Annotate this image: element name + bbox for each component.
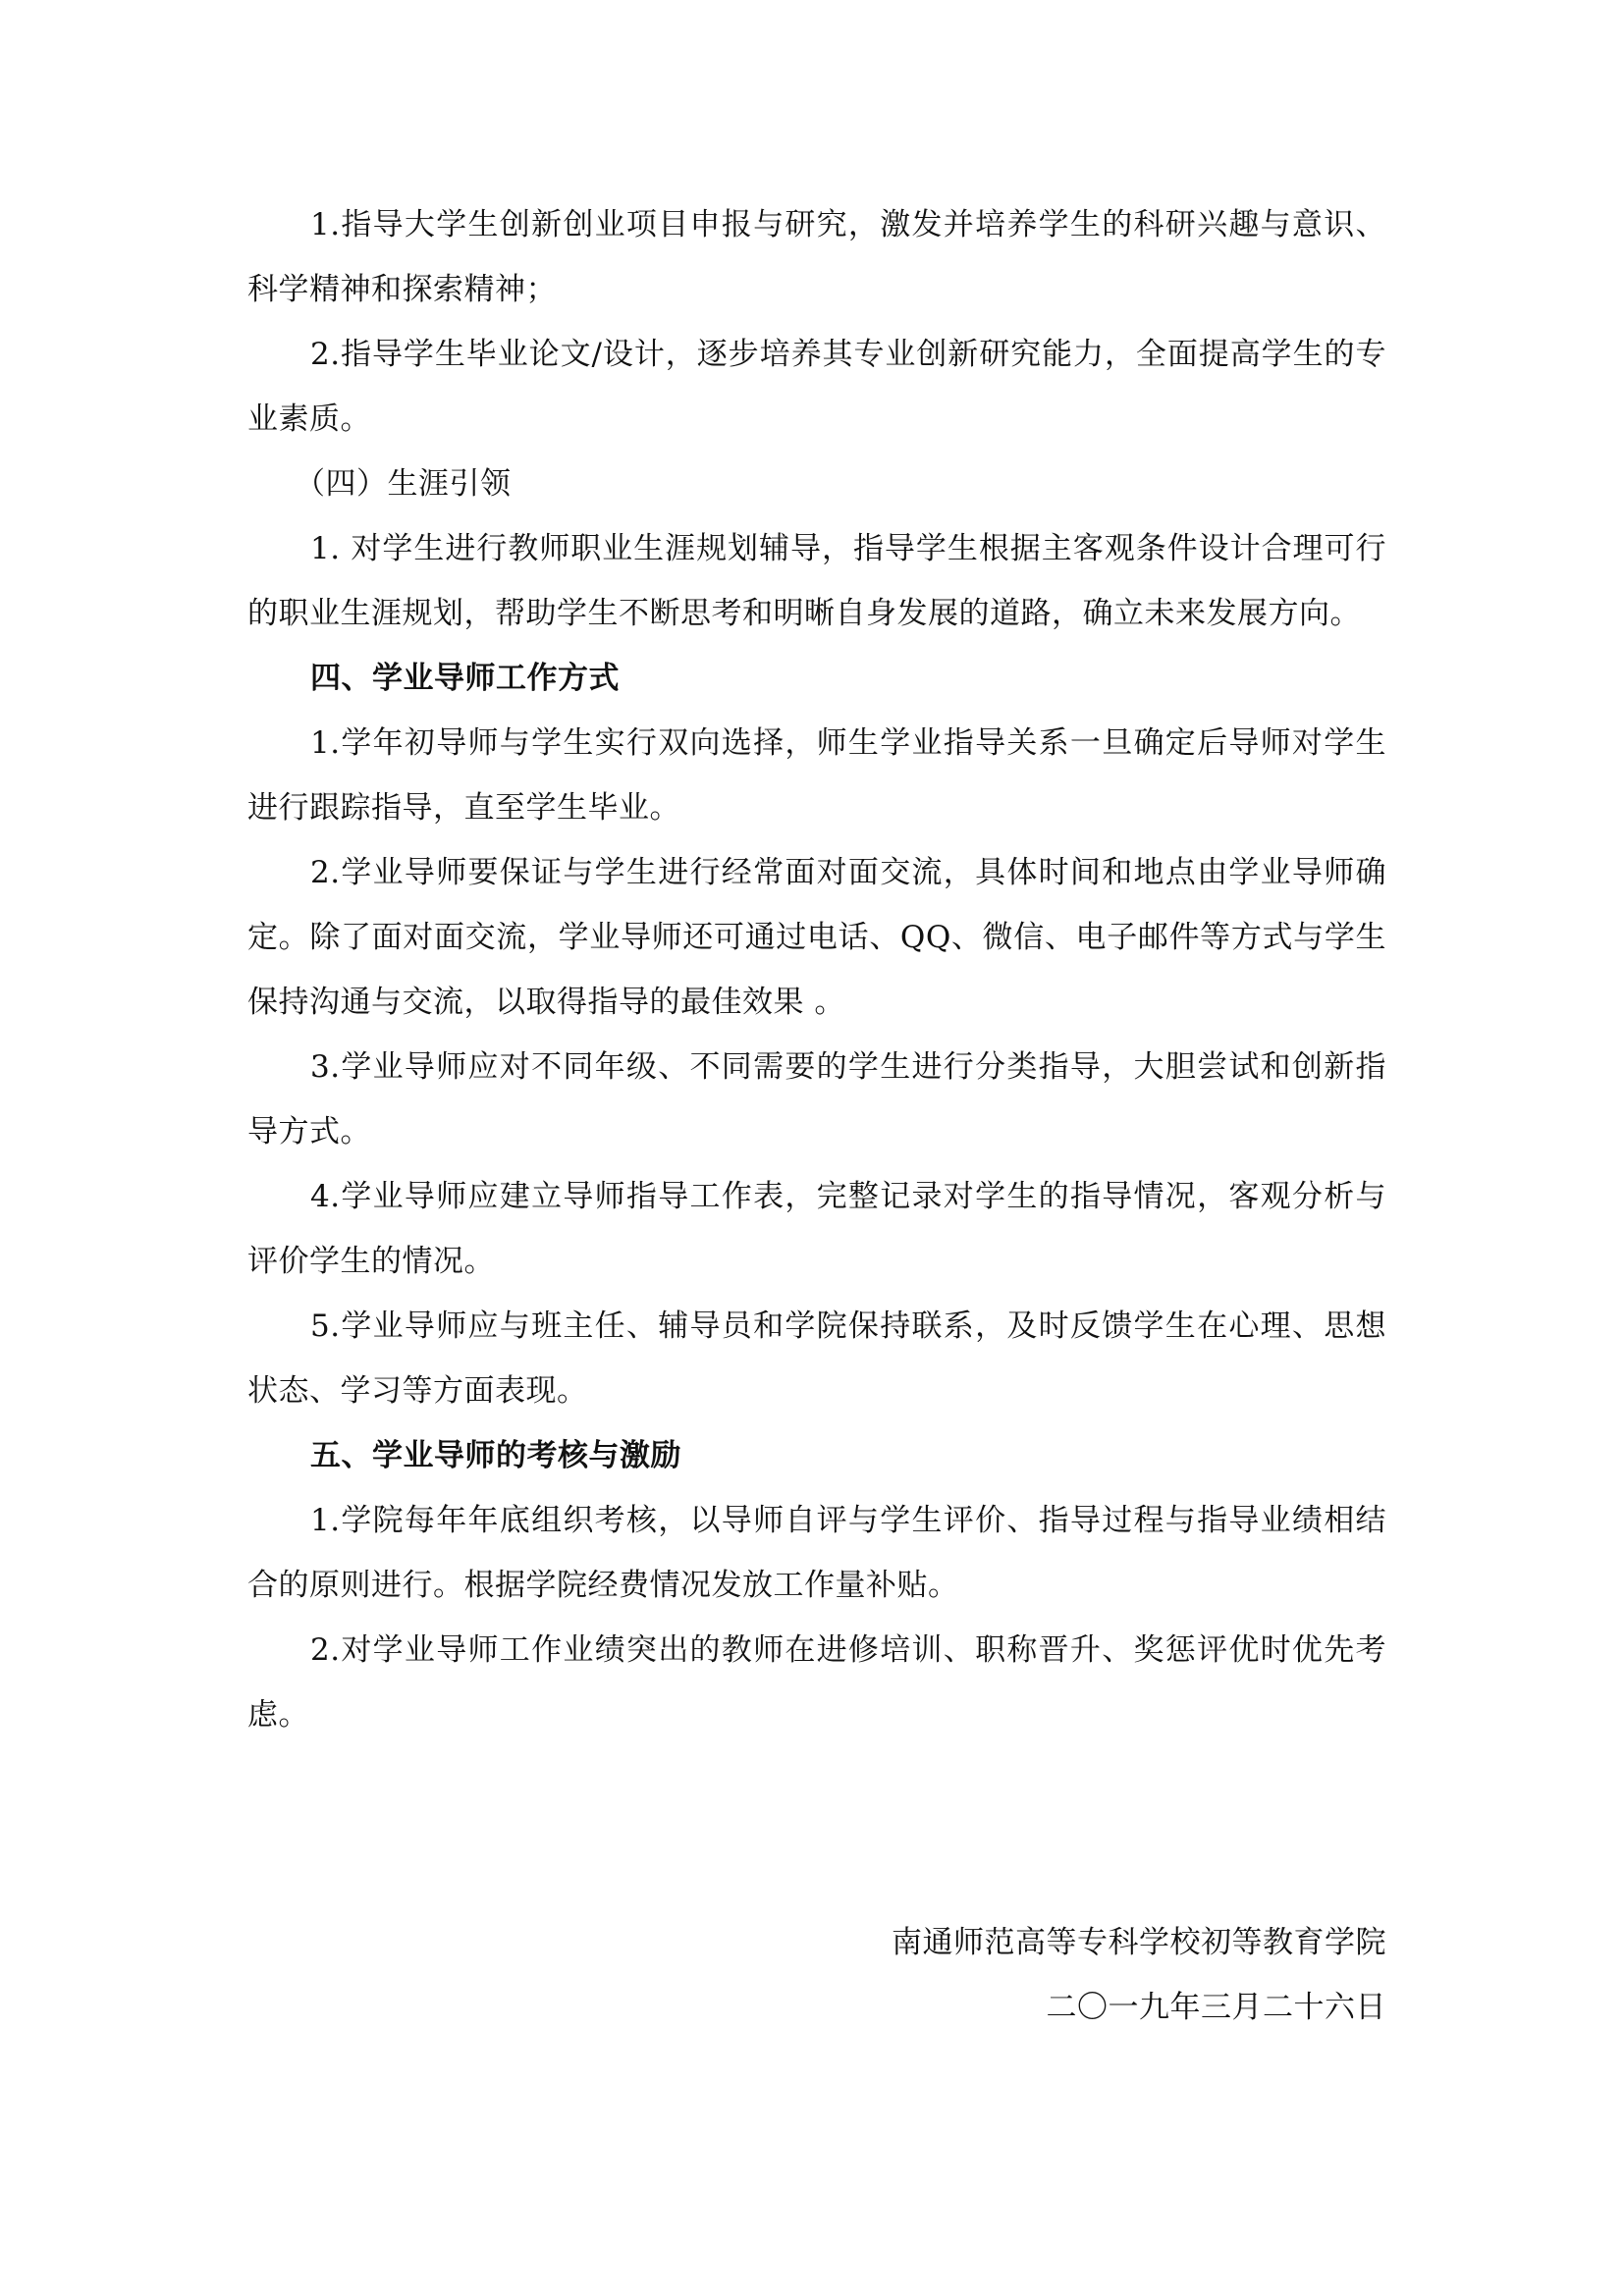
paragraph-classified-guidance: 3.学业导师应对不同年级、不同需要的学生进行分类指导，大胆尝试和创新指导方式。 [247,1049,1386,1149]
heading-assessment-incentives: 五、学业导师的考核与激励 [310,1438,681,1473]
subheading-career-guidance: （四）生涯引领 [295,466,512,502]
paragraph-career-planning: 1. 对学生进行教师职业生涯规划辅导，指导学生根据主客观条件设计合理可行的职业生涯规划，帮助学生不断思考和明晰自身发展的道路，确立未来发展方向。 [247,531,1386,631]
paragraph-annual-assessment: 1.学院每年年底组织考核，以导师自评与学生评价、指导过程与指导业绩相结合的原则进行。根据学院经费情况发放工作量补贴。 [247,1503,1386,1603]
paragraph-guidance-record: 4.学业导师应建立导师指导工作表，完整记录对学生的指导情况，客观分析与评价学生的情况。 [247,1179,1386,1279]
paragraph-two-way-selection: 1.学年初导师与学生实行双向选择，师生学业指导关系一旦确定后导师对学生进行跟踪指导，直至学生毕业。 [247,725,1386,826]
signature-date: 二〇一九年三月二十六日 [1046,1990,1386,2025]
signature-institution: 南通师范高等专科学校初等教育学院 [892,1925,1386,1960]
paragraph-face-to-face: 2.学业导师要保证与学生进行经常面对面交流，具体时间和地点由学业导师确定。除了面对面交流，学业导师还可通过电话、QQ、微信、电子邮件等方式与学生保持沟通与交流，以取得指导的最佳效果 。 [247,855,1386,1020]
document-body [247,192,1386,1747]
heading-working-methods: 四、学业导师工作方式 [310,661,620,696]
paragraph-priority-consideration: 2.对学业导师工作业绩突出的教师在进修培训、职称晋升、奖惩评优时优先考虑。 [247,1632,1386,1733]
paragraph-graduation-thesis: 2.指导学生毕业论文/设计，逐步培养其专业创新研究能力，全面提高学生的专业素质。 [247,337,1386,437]
paragraph-contact-feedback: 5.学业导师应与班主任、辅导员和学院保持联系，及时反馈学生在心理、思想状态、学习等方面表现。 [247,1308,1386,1409]
paragraph-innovation-projects: 1.指导大学生创新创业项目申报与研究，激发并培养学生的科研兴趣与意识、科学精神和探索精神； [247,207,1386,307]
signature-block [892,1910,1386,2040]
